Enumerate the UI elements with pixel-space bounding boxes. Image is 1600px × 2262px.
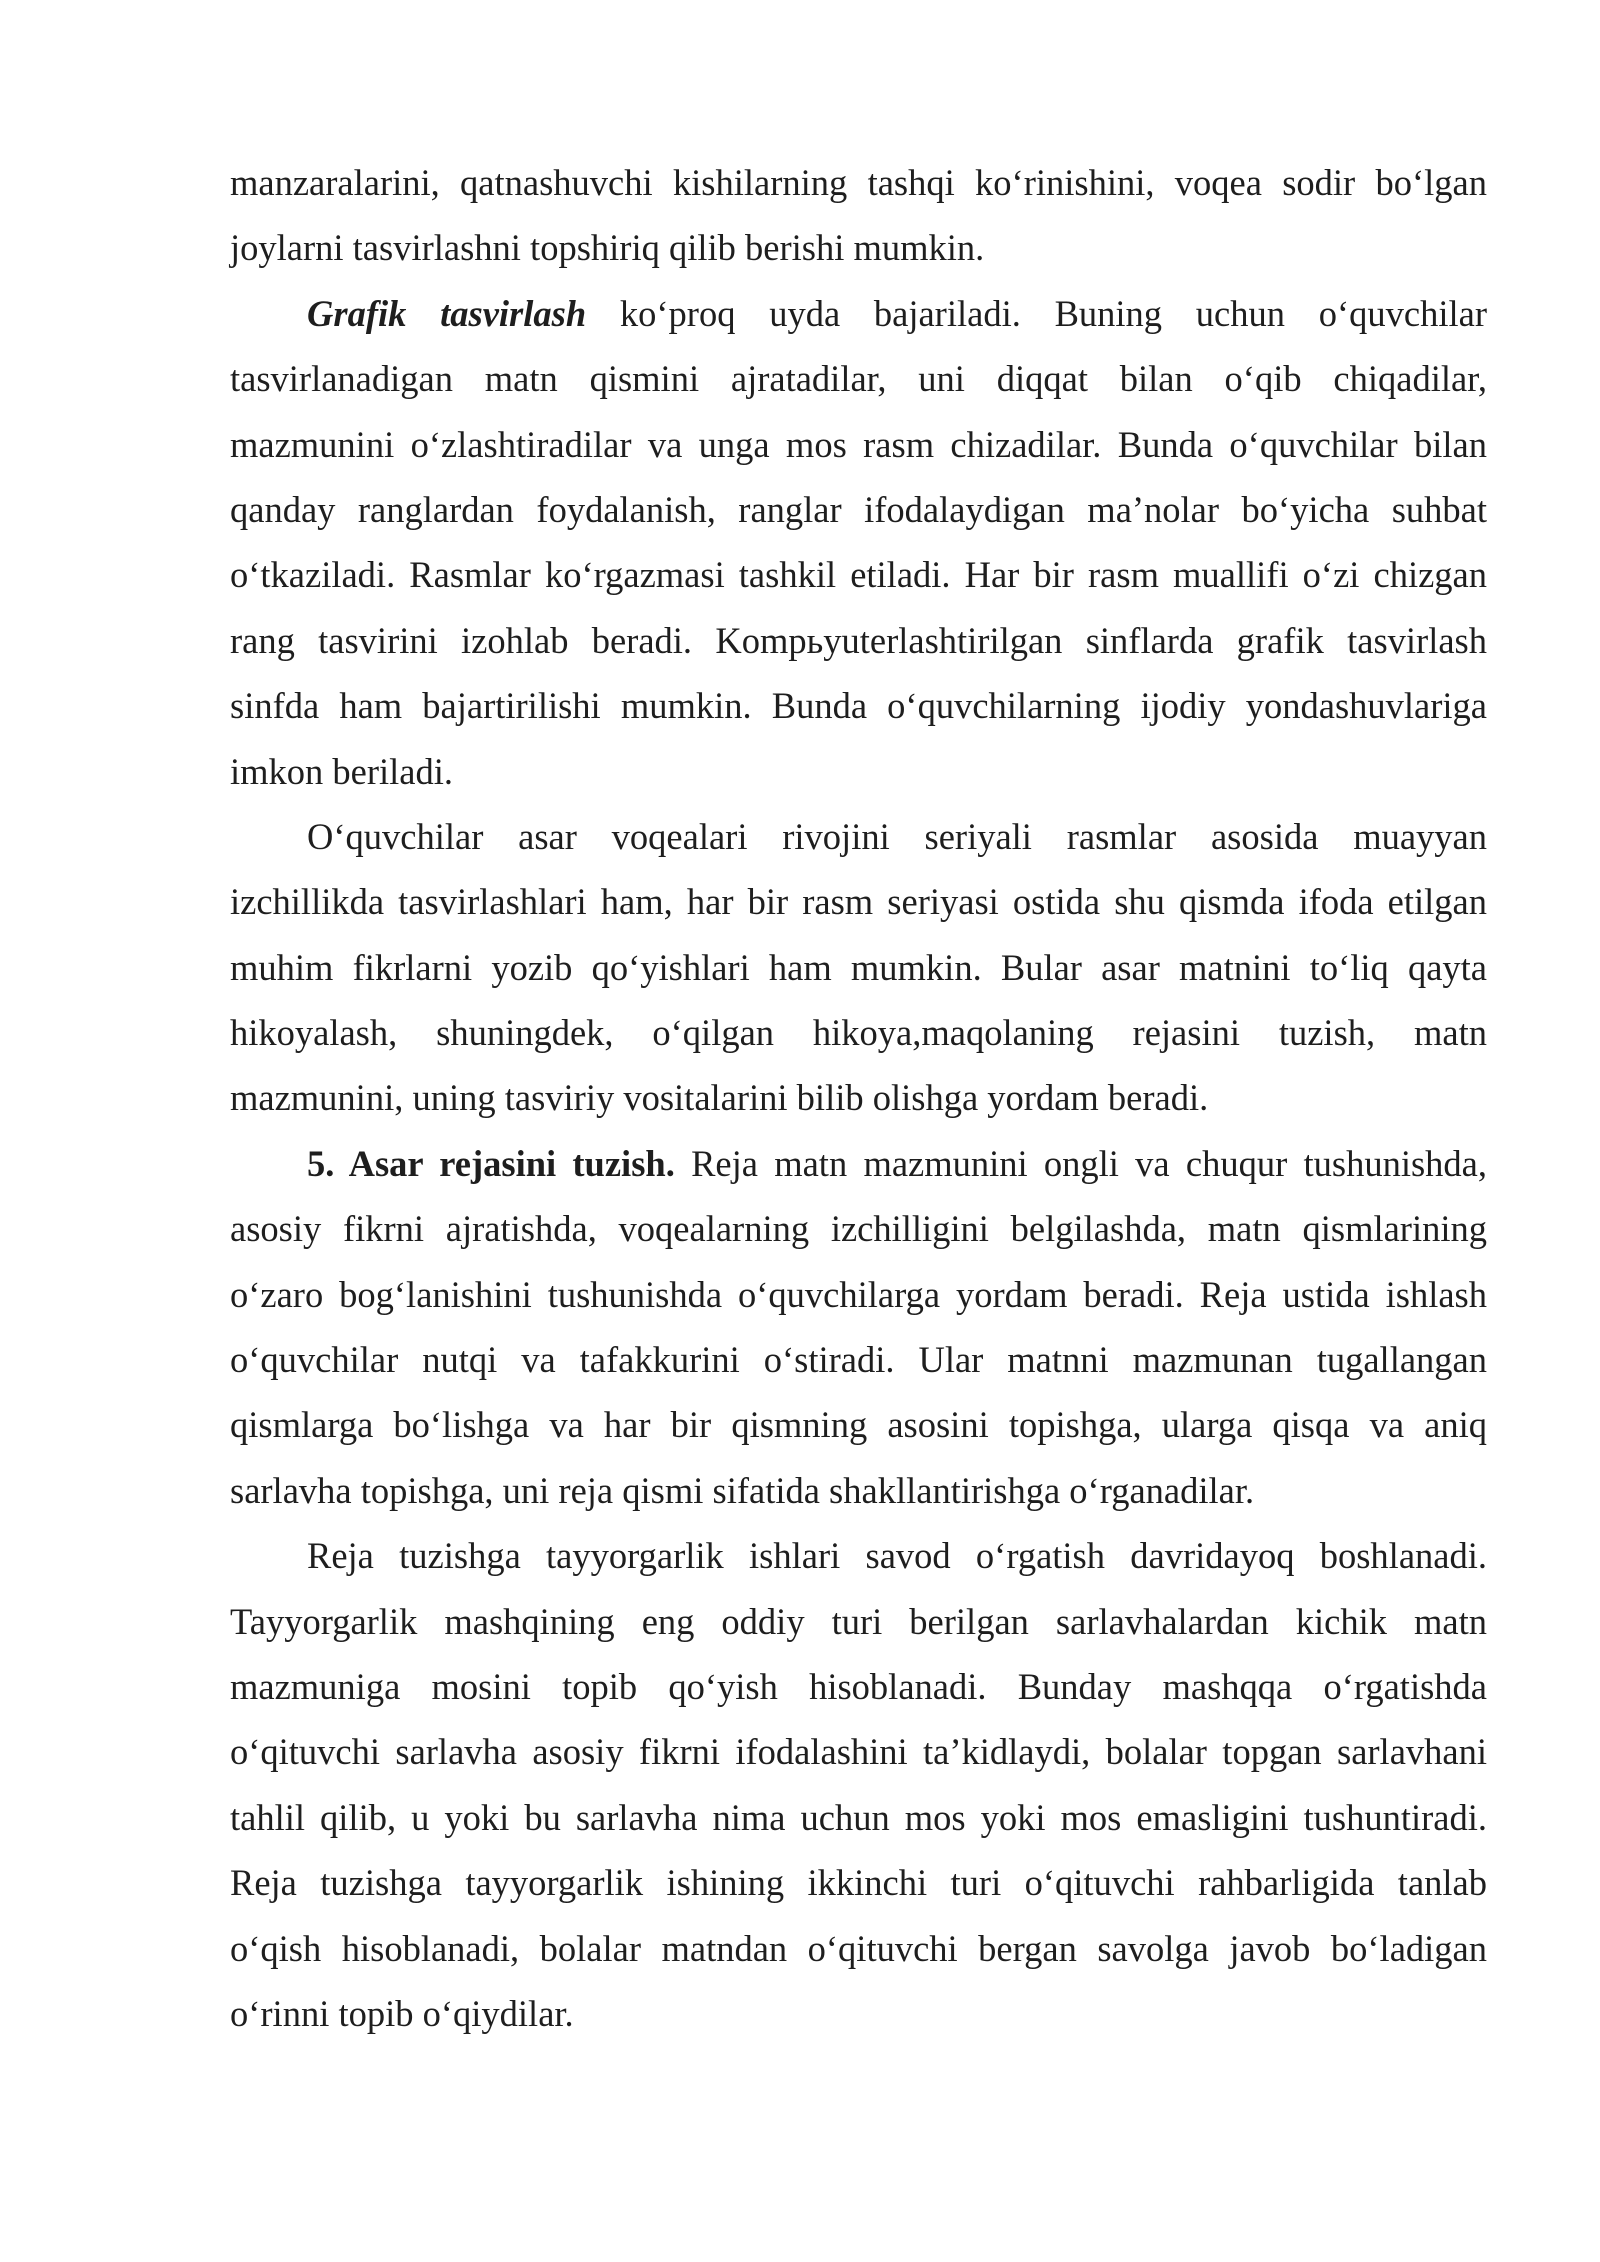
- text-line: Reja tuzishga tayyorgarlik ishlari savod o‘rgatish davridayoq boshlanadi.: [307, 1535, 1487, 1577]
- text-line: qismlarga bo‘lishga va har bir qismning asosini topishga, ularga qisqa va aniq: [230, 1404, 1487, 1446]
- text-line: manzaralarini, qatnashuvchi kishilarning tashqi ko‘rinishini, voqea sodir bo‘lgan: [230, 162, 1487, 203]
- text-line: o‘tkaziladi. Rasmlar ko‘rgazmasi tashkil etiladi. Har bir rasm muallifi o‘zi chizgan: [230, 554, 1487, 596]
- paragraph: [230, 150, 1487, 281]
- text-line: o‘qituvchi sarlavha asosiy fikrni ifodalashini ta’kidlaydi, bolalar topgan sarlavhani: [230, 1731, 1487, 1773]
- text-line: [230, 281, 1487, 346]
- text-line: rang tasvirini izohlab beradi. Kompьyuterlashtirilgan sinflarda grafik tasvirlash: [230, 619, 1487, 661]
- text-line: joylarni tasvirlashni topshiriq qilib berishi mumkin.: [230, 227, 985, 269]
- text-line: izchillikda tasvirlashlari ham, har bir rasm seriyasi ostida shu qismda ifoda etilgan: [230, 881, 1487, 923]
- text-line: sarlavha topishga, uni reja qismi sifatida shakllantirishga o‘rganadilar.: [230, 1469, 1255, 1511]
- text-line: O‘quvchilar asar voqealari rivojini seriyali rasmlar asosida muayyan: [307, 815, 1487, 857]
- text-line: asosiy fikrni ajratishda, voqealarning izchilligini belgilashda, matn qismlarining: [230, 1208, 1487, 1250]
- text-line: sinfda ham bajartirilishi mumkin. Bunda o‘quvchilarning ijodiy yondashuvlariga: [230, 685, 1487, 727]
- text-line: [230, 1131, 1487, 1196]
- text-line: tahlil qilib, u yoki bu sarlavha nima uchun mos yoki mos emasligini tushuntiradi.: [230, 1796, 1487, 1838]
- text-line: mazmuniga mosini topib qo‘yish hisoblanadi. Bunday mashqqa o‘rgatishda: [230, 1665, 1487, 1707]
- text-line: mazmunini o‘zlashtiradilar va unga mos rasm chizadilar. Bunda o‘quvchilar bilan: [230, 423, 1487, 465]
- text-line: tasvirlanadigan matn qismini ajratadilar, uni diqqat bilan o‘qib chiqadilar,: [230, 358, 1487, 400]
- lead-term-grafik-tasvirlash: Grafik tasvirlash: [307, 292, 587, 334]
- document-body: [230, 150, 1487, 2046]
- text-line-rest: Reja matn mazmunini ongli va chuqur tushunishda,: [691, 1142, 1488, 1184]
- text-line: o‘zaro bog‘lanishini tushunishda o‘quvchilarga yordam beradi. Reja ustida ishlash: [230, 1273, 1487, 1315]
- text-line: o‘quvchilar nutqi va tafakkurini o‘stiradi. Ular matnni mazmunan tugallangan: [230, 1339, 1487, 1381]
- text-line: imkon beriladi.: [230, 750, 454, 792]
- paragraph: [230, 281, 1487, 804]
- text-line: o‘rinni topib o‘qiydilar.: [230, 1992, 574, 2034]
- section-heading-inline: 5. Asar rejasini tuzish.: [307, 1142, 675, 1184]
- paragraph: [230, 804, 1487, 1131]
- paragraph: [230, 1131, 1487, 1523]
- text-line-rest: ko‘proq uyda bajariladi. Buning uchun o‘quvchilar: [619, 292, 1487, 334]
- text-line: Tayyorgarlik mashqining eng oddiy turi berilgan sarlavhalardan kichik matn: [230, 1600, 1487, 1642]
- text-line: qanday ranglardan foydalanish, ranglar ifodalaydigan ma’nolar bo‘yicha suhbat: [230, 488, 1487, 530]
- text-line: Reja tuzishga tayyorgarlik ishining ikkinchi turi o‘qituvchi rahbarligida tanlab: [230, 1862, 1487, 1904]
- text-line: hikoyalash, shuningdek, o‘qilgan hikoya,maqolaning rejasini tuzish, matn: [230, 1012, 1487, 1054]
- text-line: o‘qish hisoblanadi, bolalar matndan o‘qituvchi bergan savolga javob bo‘ladigan: [230, 1927, 1487, 1969]
- text-line: mazmunini, uning tasviriy vositalarini bilib olishga yordam beradi.: [230, 1077, 1209, 1119]
- text-line: muhim fikrlarni yozib qo‘yishlari ham mumkin. Bular asar matnini to‘liq qayta: [230, 946, 1487, 988]
- paragraph: [230, 1523, 1487, 2046]
